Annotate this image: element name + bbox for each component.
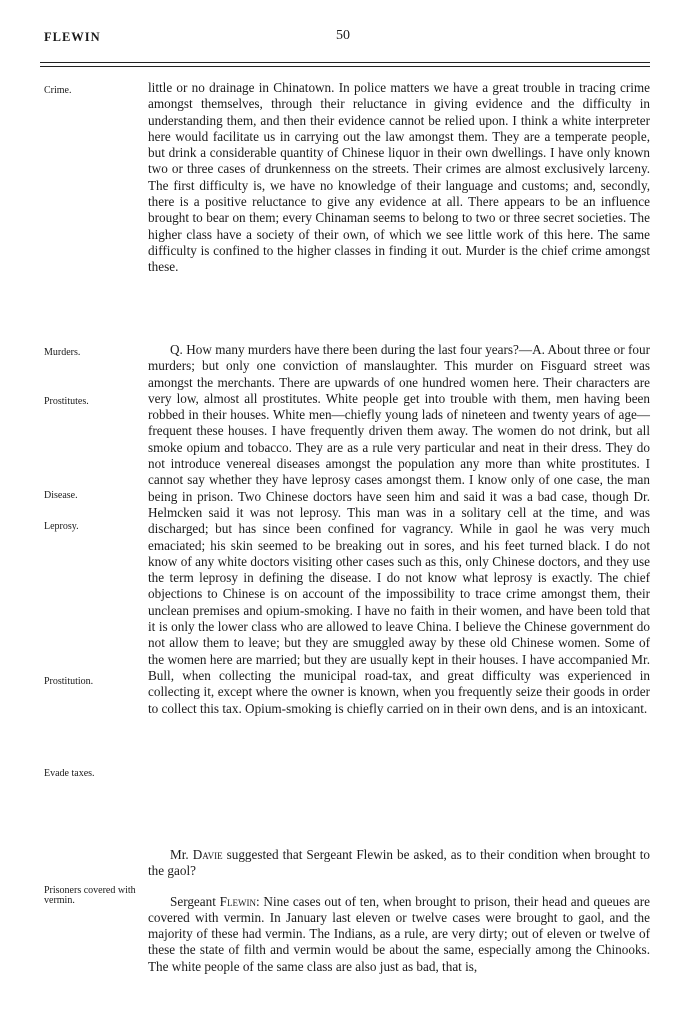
- davie-text: suggested that Sergeant Flewin be asked, as to their condition when brought to the gaol?: [148, 847, 651, 879]
- running-head: FLEWIN: [44, 30, 101, 44]
- side-note-prostitutes: Prostitutes.: [44, 396, 89, 407]
- side-note-vermin: Prisoners covered with vermin.: [44, 885, 136, 906]
- paragraph-flewin: [148, 894, 650, 975]
- flewin-name: Flewin: [219, 893, 256, 909]
- flewin-prefix: Sergeant: [170, 893, 220, 909]
- davie-name: Davie: [192, 847, 223, 862]
- side-note-evade-taxes: Evade taxes.: [44, 768, 95, 779]
- side-note-disease: Disease.: [44, 490, 78, 501]
- flewin-text: : Nine cases out of ten, when brought to prison, their head and queues are covered with vermin. In January last eleven or twelve cases were brought to gaol, and the majority of these had vermin. The Indians, as a rule, are very dirty; out of eleven or twelve of these the state of filth and vermin would be about the same, especially among the Chinooks. The white people of the same class are also just as bad, that is,: [148, 893, 650, 974]
- paragraph-davie: [148, 847, 650, 880]
- paragraph-crime: little or no drainage in Chinatown. In police matters we have a great trouble in tracing crime amongst themselves, through their reluctance in giving evidence and the difficulty in understanding them, and then their evidence cannot be relied upon. I think a white interpreter here would facilitate us in carrying out the law amongst them. They are a temperate people, but drink a considerable quantity of Chinese liquor in their own dwellings. I have only known two or three cases of drunkenness on the streets. Their crimes are almost exclusively larceny. The first difficulty is, we have no knowledge of their language and customs; and, secondly, there is a positive reluctance to give any evidence at all. There appears to be an influence brought to bear on them; every Chinaman seems to belong to two or three secret societies. The higher class have a society of their own, of which we see little work of this here. The same difficulty is confined to the higher classes in finding it out. Murder is the chief crime amongst these.: [148, 80, 650, 275]
- side-note-prostitution: Prostitution.: [44, 676, 94, 687]
- header-rule-bottom: [40, 66, 650, 67]
- page-number: 50: [336, 28, 350, 43]
- paragraph-murders: Q. How many murders have there been during the last four years?—A. About three or four murders; but only one conviction of manslaughter. This murder on Fisguard street was amongst the merchants. There are upwards of one hundred women here. Their characters are very low, almost all prostitutes. White people get into trouble with them, men having been robbed in their houses. White men—chiefly young lads of nineteen and twenty years of age—frequent these houses. I have frequently driven them away. The women do not drink, but all smoke opium and tobacco. They are as a rule very particular and neat in their dress. They do not introduce venereal diseases amongst the population any more than white prostitutes. I cannot say whether they have leprosy cases amongst them. I know only of one case, the man being in prison. Two Chinese doctors have seen him and said it was a bad case, though Dr. Helmcken said it was not leprosy. This man was in a solitary cell at the time, and was discharged; but has since been confined for vagrancy. While in gaol he was very much emaciated; his skin seemed to be breaking out in sores, and his feet turned black. I do not know of any white doctors visiting other cases such as this, only Chinese doctors, and they use the term leprosy in defining the disease. I do not know what leprosy is exactly. The chief objections to Chinese is on account of the impossibility to trace crime amongst them, their unclean premises and opium-smoking. I have no faith in their women, and have been told that it is only the lower class who are allowed to leave China. I believe the Chinese government do not allow them to leave; but they are smuggled away by these old Chinese women. Some of the women here are married; but they are usually kept in their houses. I have accompanied Mr. Bull, when collecting the municipal road-tax, and great difficulty was experienced in collecting it, except where the owner is known, when you frequently seize their goods in order to collect this tax. Opium-smoking is chiefly carried on in their own dens, and is an intoxicant.: [148, 342, 650, 716]
- davie-prefix: Mr.: [170, 847, 193, 862]
- side-note-leprosy: Leprosy.: [44, 521, 79, 532]
- header-rule-top: [40, 62, 650, 63]
- side-note-murders: Murders.: [44, 347, 81, 358]
- body-text: [148, 80, 650, 975]
- side-note-crime: Crime.: [44, 85, 72, 96]
